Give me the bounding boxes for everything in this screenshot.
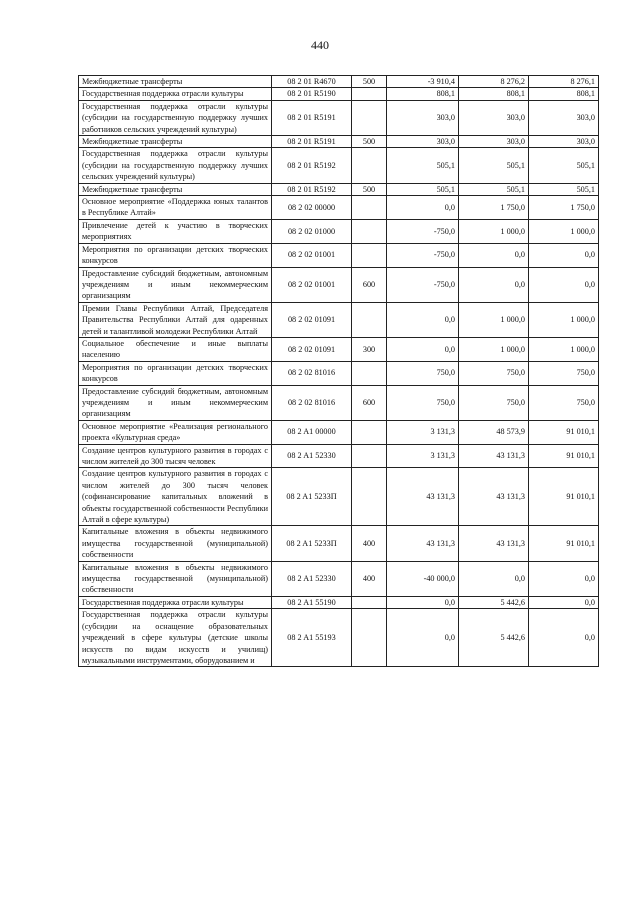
row-amount-3-cell: 750,0 — [529, 385, 599, 420]
row-amount-1-cell: 808,1 — [387, 88, 459, 100]
row-code-cell: 08 2 02 01000 — [272, 219, 352, 243]
row-amount-3-cell: 1 000,0 — [529, 302, 599, 337]
row-expense-type-cell — [352, 361, 387, 385]
row-amount-3-cell: 505,1 — [529, 148, 599, 183]
row-name-cell: Основное мероприятие «Реализация регионального проекта «Культурная среда» — [79, 420, 272, 444]
row-amount-3-cell: 8 276,1 — [529, 76, 599, 88]
row-code-cell: 08 2 02 01001 — [272, 243, 352, 267]
row-name-cell: Государственная поддержка отрасли культуры (субсидии на государственную поддержку лучших работников сельских учреждений культуры) — [79, 100, 272, 135]
row-code-cell: 08 2 02 00000 — [272, 196, 352, 220]
table-row — [79, 267, 599, 302]
row-code-cell: 08 2 A1 5233П — [272, 526, 352, 561]
row-amount-1-cell: 0,0 — [387, 196, 459, 220]
row-name-cell: Мероприятия по организации детских творческих конкурсов — [79, 243, 272, 267]
row-name-cell: Межбюджетные трансферты — [79, 136, 272, 148]
row-amount-1-cell: 3 131,3 — [387, 444, 459, 468]
row-amount-1-cell: -3 910,4 — [387, 76, 459, 88]
table-row — [79, 148, 599, 183]
row-amount-2-cell: 43 131,3 — [459, 526, 529, 561]
row-amount-1-cell: 750,0 — [387, 361, 459, 385]
row-code-cell: 08 2 A1 55193 — [272, 609, 352, 667]
table-row — [79, 609, 599, 667]
row-code-cell: 08 2 A1 00000 — [272, 420, 352, 444]
table-body — [79, 76, 599, 667]
row-expense-type-cell — [352, 302, 387, 337]
row-amount-2-cell: 1 000,0 — [459, 302, 529, 337]
row-amount-1-cell: 303,0 — [387, 100, 459, 135]
row-amount-1-cell: 0,0 — [387, 609, 459, 667]
row-amount-3-cell: 1 000,0 — [529, 219, 599, 243]
row-amount-2-cell: 1 000,0 — [459, 337, 529, 361]
row-amount-2-cell: 505,1 — [459, 148, 529, 183]
row-name-cell: Премии Главы Республики Алтай, Председателя Правительства Республики Алтай для одаренных детей и талантливой молодежи Республики Алтай — [79, 302, 272, 337]
row-expense-type-cell: 500 — [352, 183, 387, 195]
row-amount-2-cell: 0,0 — [459, 243, 529, 267]
row-name-cell: Государственная поддержка отрасли культуры (субсидии на государственную поддержку лучших сельских учреждений культуры) — [79, 148, 272, 183]
row-amount-1-cell: -40 000,0 — [387, 561, 459, 596]
row-name-cell: Создание центров культурного развития в городах с числом жителей до 300 тысяч человек — [79, 444, 272, 468]
row-amount-2-cell: 43 131,3 — [459, 444, 529, 468]
row-expense-type-cell — [352, 420, 387, 444]
table-row — [79, 444, 599, 468]
row-code-cell: 08 2 02 01091 — [272, 337, 352, 361]
table-row — [79, 302, 599, 337]
row-amount-1-cell: -750,0 — [387, 219, 459, 243]
row-amount-2-cell: 303,0 — [459, 136, 529, 148]
row-code-cell: 08 2 01 R5192 — [272, 183, 352, 195]
row-amount-2-cell: 8 276,2 — [459, 76, 529, 88]
row-name-cell: Социальное обеспечение и иные выплаты населению — [79, 337, 272, 361]
table-row — [79, 420, 599, 444]
row-amount-3-cell: 303,0 — [529, 136, 599, 148]
row-name-cell: Мероприятия по организации детских творческих конкурсов — [79, 361, 272, 385]
table-row — [79, 468, 599, 526]
row-amount-1-cell: 3 131,3 — [387, 420, 459, 444]
row-amount-3-cell: 0,0 — [529, 561, 599, 596]
row-amount-3-cell: 91 010,1 — [529, 444, 599, 468]
row-name-cell: Капитальные вложения в объекты недвижимого имущества государственной (муниципальной) собственности — [79, 561, 272, 596]
row-amount-2-cell: 48 573,9 — [459, 420, 529, 444]
row-expense-type-cell: 500 — [352, 76, 387, 88]
row-amount-3-cell: 91 010,1 — [529, 526, 599, 561]
table-row — [79, 76, 599, 88]
row-expense-type-cell — [352, 100, 387, 135]
table-row — [79, 243, 599, 267]
row-name-cell: Предоставление субсидий бюджетным, автономным учреждениям и иным некоммерческим организациям — [79, 385, 272, 420]
row-expense-type-cell — [352, 219, 387, 243]
table-row — [79, 196, 599, 220]
table-row — [79, 100, 599, 135]
row-amount-2-cell: 505,1 — [459, 183, 529, 195]
row-expense-type-cell — [352, 196, 387, 220]
row-expense-type-cell: 300 — [352, 337, 387, 361]
row-amount-2-cell: 43 131,3 — [459, 468, 529, 526]
row-name-cell: Межбюджетные трансферты — [79, 183, 272, 195]
table-row — [79, 526, 599, 561]
row-amount-2-cell: 303,0 — [459, 100, 529, 135]
row-expense-type-cell — [352, 468, 387, 526]
row-code-cell: 08 2 A1 5233П — [272, 468, 352, 526]
row-name-cell: Предоставление субсидий бюджетным, автономным учреждениям и иным некоммерческим организациям — [79, 267, 272, 302]
row-amount-2-cell: 0,0 — [459, 561, 529, 596]
row-name-cell: Капитальные вложения в объекты недвижимого имущества государственной (муниципальной) собственности — [79, 526, 272, 561]
table-row — [79, 183, 599, 195]
table-row — [79, 561, 599, 596]
row-amount-3-cell: 1 750,0 — [529, 196, 599, 220]
table-row — [79, 361, 599, 385]
row-expense-type-cell: 500 — [352, 136, 387, 148]
row-amount-1-cell: 0,0 — [387, 596, 459, 608]
row-amount-2-cell: 750,0 — [459, 385, 529, 420]
row-expense-type-cell — [352, 609, 387, 667]
row-amount-3-cell: 0,0 — [529, 609, 599, 667]
row-amount-1-cell: 0,0 — [387, 337, 459, 361]
row-code-cell: 08 2 01 R5191 — [272, 136, 352, 148]
row-amount-1-cell: 43 131,3 — [387, 468, 459, 526]
row-amount-3-cell: 91 010,1 — [529, 468, 599, 526]
row-name-cell: Государственная поддержка отрасли культуры — [79, 88, 272, 100]
row-code-cell: 08 2 A1 52330 — [272, 561, 352, 596]
row-amount-3-cell: 303,0 — [529, 100, 599, 135]
row-name-cell: Привлечение детей к участию в творческих мероприятиях — [79, 219, 272, 243]
row-expense-type-cell: 600 — [352, 267, 387, 302]
row-amount-3-cell: 0,0 — [529, 596, 599, 608]
row-expense-type-cell — [352, 444, 387, 468]
table-row — [79, 219, 599, 243]
row-amount-1-cell: -750,0 — [387, 267, 459, 302]
row-amount-1-cell: 750,0 — [387, 385, 459, 420]
table-row — [79, 385, 599, 420]
row-amount-1-cell: 303,0 — [387, 136, 459, 148]
row-code-cell: 08 2 A1 55190 — [272, 596, 352, 608]
row-amount-2-cell: 750,0 — [459, 361, 529, 385]
row-amount-1-cell: 43 131,3 — [387, 526, 459, 561]
row-code-cell: 08 2 02 01091 — [272, 302, 352, 337]
row-amount-3-cell: 1 000,0 — [529, 337, 599, 361]
row-expense-type-cell — [352, 88, 387, 100]
row-amount-1-cell: -750,0 — [387, 243, 459, 267]
row-amount-2-cell: 5 442,6 — [459, 609, 529, 667]
row-expense-type-cell — [352, 148, 387, 183]
row-name-cell: Основное мероприятие «Поддержка юных талантов в Республике Алтай» — [79, 196, 272, 220]
row-code-cell: 08 2 A1 52330 — [272, 444, 352, 468]
row-amount-1-cell: 0,0 — [387, 302, 459, 337]
row-amount-1-cell: 505,1 — [387, 148, 459, 183]
row-amount-3-cell: 0,0 — [529, 243, 599, 267]
table-row — [79, 337, 599, 361]
row-code-cell: 08 2 01 R5192 — [272, 148, 352, 183]
row-expense-type-cell — [352, 243, 387, 267]
page-number: 440 — [311, 38, 329, 52]
row-amount-2-cell: 5 442,6 — [459, 596, 529, 608]
table-row — [79, 136, 599, 148]
row-expense-type-cell: 600 — [352, 385, 387, 420]
row-expense-type-cell: 400 — [352, 526, 387, 561]
row-expense-type-cell: 400 — [352, 561, 387, 596]
row-name-cell: Межбюджетные трансферты — [79, 76, 272, 88]
row-amount-3-cell: 808,1 — [529, 88, 599, 100]
row-expense-type-cell — [352, 596, 387, 608]
row-code-cell: 08 2 02 01001 — [272, 267, 352, 302]
table-row — [79, 88, 599, 100]
row-code-cell: 08 2 01 R4670 — [272, 76, 352, 88]
table-row — [79, 596, 599, 608]
row-amount-3-cell: 0,0 — [529, 267, 599, 302]
row-code-cell: 08 2 02 81016 — [272, 385, 352, 420]
row-amount-3-cell: 505,1 — [529, 183, 599, 195]
row-name-cell: Создание центров культурного развития в городах с числом жителей до 300 тысяч человек (софинансирование капитальных вложений в объекты государственной собственности Республики Алтай в сфере культуры) — [79, 468, 272, 526]
row-code-cell: 08 2 01 R5191 — [272, 100, 352, 135]
row-amount-3-cell: 91 010,1 — [529, 420, 599, 444]
row-code-cell: 08 2 01 R5190 — [272, 88, 352, 100]
row-amount-2-cell: 808,1 — [459, 88, 529, 100]
budget-table — [78, 75, 599, 667]
row-amount-2-cell: 1 750,0 — [459, 196, 529, 220]
row-code-cell: 08 2 02 81016 — [272, 361, 352, 385]
row-name-cell: Государственная поддержка отрасли культуры — [79, 596, 272, 608]
row-name-cell: Государственная поддержка отрасли культуры (субсидии на оснащение образовательных учреждений в сфере культуры (детские школы искусств по видам искусств и училищ) музыкальными инструментами, оборудованием и — [79, 609, 272, 667]
row-amount-2-cell: 0,0 — [459, 267, 529, 302]
row-amount-2-cell: 1 000,0 — [459, 219, 529, 243]
row-amount-1-cell: 505,1 — [387, 183, 459, 195]
row-amount-3-cell: 750,0 — [529, 361, 599, 385]
